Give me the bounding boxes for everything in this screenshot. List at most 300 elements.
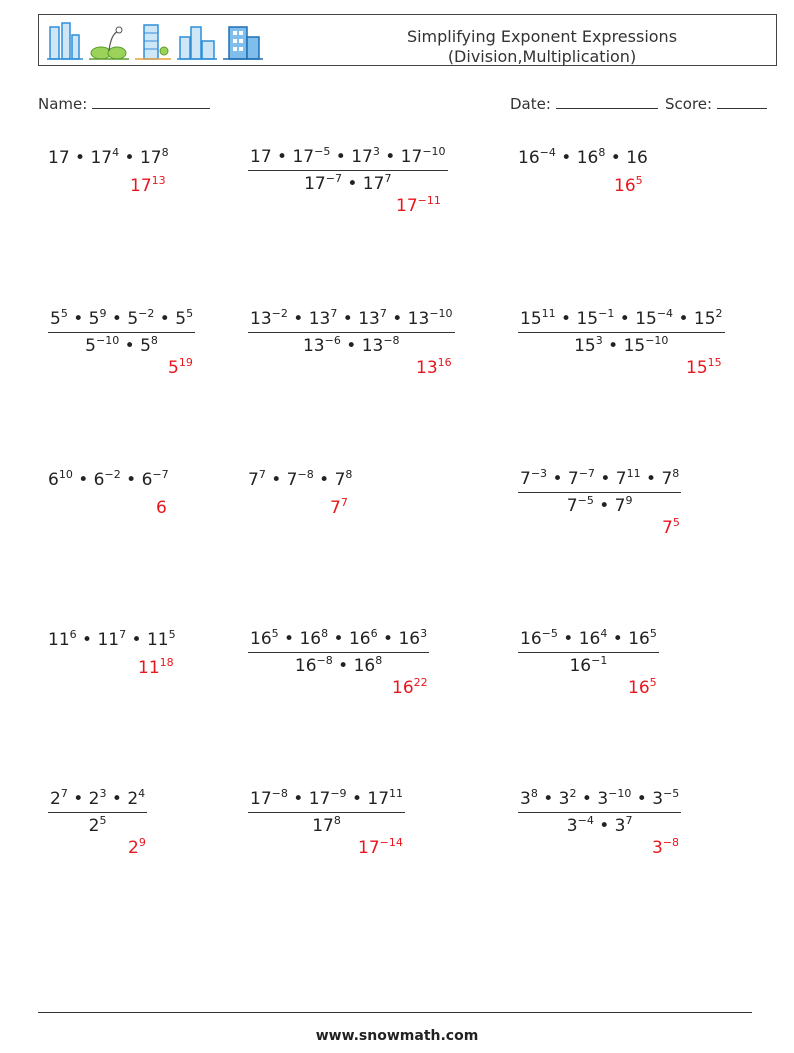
- exponent: 5: [168, 628, 176, 641]
- power-term: [168, 358, 193, 378]
- product: [518, 148, 648, 168]
- exponent: −14: [379, 836, 403, 849]
- power-term: [354, 656, 383, 676]
- exponent: 9: [99, 307, 107, 320]
- product: [250, 309, 453, 329]
- base: 7: [330, 498, 341, 518]
- answer: [686, 358, 722, 378]
- power-term: [624, 336, 669, 356]
- times-dot: •: [605, 148, 627, 168]
- problem: [518, 628, 659, 677]
- base: 17: [250, 147, 272, 167]
- power-term: [48, 630, 77, 650]
- exponent: 9: [138, 836, 146, 849]
- product: [48, 470, 169, 490]
- times-dot: •: [607, 629, 629, 649]
- power-term: [287, 470, 314, 490]
- power-term: [147, 630, 176, 650]
- product: [312, 816, 341, 836]
- times-dot: •: [287, 789, 309, 809]
- answer: [156, 498, 167, 518]
- exponent: −10: [645, 334, 669, 347]
- times-dot: •: [379, 147, 401, 167]
- numerator: [518, 308, 725, 333]
- times-dot: •: [555, 309, 577, 329]
- times-dot: •: [547, 469, 568, 489]
- power-term: [616, 469, 641, 489]
- name-blank[interactable]: [92, 94, 210, 109]
- skyscraper-icon: [47, 21, 83, 61]
- times-dot: •: [126, 630, 147, 650]
- base: 17: [308, 789, 331, 809]
- base: 13: [302, 336, 325, 356]
- base: 17: [130, 176, 152, 196]
- power-term: [615, 816, 633, 836]
- times-dot: •: [76, 630, 98, 650]
- times-dot: •: [537, 789, 559, 809]
- denominator: [518, 813, 681, 837]
- exponent: 5: [672, 516, 680, 529]
- exponent: 7: [60, 787, 68, 800]
- power-term: [138, 658, 174, 678]
- exponent: 18: [159, 656, 174, 669]
- name-field[interactable]: [38, 94, 210, 113]
- answer: [130, 176, 166, 196]
- base: 11: [97, 630, 120, 650]
- times-dot: •: [106, 309, 128, 329]
- power-term: [628, 678, 657, 698]
- answer: [392, 678, 428, 698]
- power-term: [292, 147, 330, 167]
- base: 17: [362, 174, 385, 194]
- times-dot: •: [119, 148, 140, 168]
- power-term: [309, 789, 347, 809]
- power-term: [559, 789, 577, 809]
- exponent: 7: [119, 628, 127, 641]
- exponent: −4: [539, 146, 556, 159]
- product: [50, 789, 145, 809]
- exponent: 7: [258, 468, 266, 481]
- exponent: −5: [314, 145, 331, 158]
- power-term: [140, 148, 169, 168]
- fraction: [518, 788, 681, 837]
- base: 2: [128, 838, 139, 858]
- power-term: [569, 656, 607, 676]
- base: 3: [520, 789, 531, 809]
- power-term: [694, 309, 723, 329]
- numerator: [248, 628, 429, 653]
- base: 5: [140, 336, 151, 356]
- exponent: 5: [649, 627, 657, 640]
- base: 11: [138, 658, 160, 678]
- times-dot: •: [602, 336, 624, 356]
- base: 6: [156, 498, 167, 518]
- power-term: [392, 678, 428, 698]
- base: 7: [614, 496, 626, 516]
- exponent: 8: [672, 467, 680, 480]
- base: 15: [574, 336, 596, 356]
- exponent: 5: [186, 307, 194, 320]
- power-term: [89, 309, 107, 329]
- times-dot: •: [593, 816, 615, 836]
- base: 16: [520, 629, 542, 649]
- denominator: [48, 333, 195, 357]
- problem: [518, 468, 681, 517]
- times-dot: •: [386, 309, 408, 329]
- base: 7: [520, 469, 531, 489]
- product: [50, 309, 193, 329]
- power-term: [48, 148, 70, 168]
- base: 7: [615, 469, 627, 489]
- times-dot: •: [594, 469, 616, 489]
- exponent: −2: [271, 307, 288, 320]
- date-blank[interactable]: [556, 94, 658, 109]
- power-term: [408, 309, 453, 329]
- power-term: [295, 656, 333, 676]
- times-dot: •: [278, 629, 300, 649]
- exponent: −6: [324, 334, 341, 347]
- base: 15: [693, 309, 716, 329]
- exponent: −2: [138, 307, 155, 320]
- power-term: [127, 309, 154, 329]
- product: [89, 816, 107, 836]
- answer: [628, 678, 657, 698]
- exponent: 3: [372, 145, 380, 158]
- base: 3: [558, 789, 570, 809]
- exponent: 7: [330, 307, 338, 320]
- base: 17: [358, 838, 380, 858]
- exponent: 7: [625, 814, 633, 827]
- fraction: [48, 788, 147, 837]
- exponent: −7: [152, 468, 169, 481]
- base: 16: [250, 629, 272, 649]
- power-term: [156, 498, 167, 518]
- score-field[interactable]: [665, 94, 767, 113]
- base: 13: [358, 309, 380, 329]
- times-dot: •: [120, 470, 142, 490]
- fraction: [248, 146, 448, 195]
- numerator: [518, 468, 681, 493]
- product: [250, 789, 403, 809]
- base: 3: [652, 789, 664, 809]
- power-term: [94, 470, 121, 490]
- problem: [248, 146, 448, 195]
- base: 17: [90, 148, 113, 168]
- exponent: 4: [600, 627, 608, 640]
- footer-divider: [38, 1012, 752, 1013]
- base: 7: [566, 496, 578, 516]
- exponent: −7: [325, 172, 342, 185]
- base: 3: [597, 789, 609, 809]
- answer: [662, 518, 680, 538]
- exponent: −10: [429, 307, 453, 320]
- answer: [358, 838, 403, 858]
- exponent: −7: [578, 467, 595, 480]
- base: 17: [367, 789, 390, 809]
- fraction: [518, 628, 659, 677]
- problem: [48, 308, 195, 357]
- exponent: 8: [161, 146, 169, 159]
- exponent: −9: [330, 787, 347, 800]
- product: [567, 816, 633, 836]
- power-term: [89, 789, 107, 809]
- base: 17: [48, 148, 70, 168]
- times-dot: •: [640, 469, 662, 489]
- base: 2: [88, 789, 100, 809]
- base: 11: [146, 630, 169, 650]
- power-term: [628, 629, 657, 649]
- base: 16: [294, 656, 317, 676]
- base: 13: [361, 336, 384, 356]
- power-term: [250, 147, 272, 167]
- base: 2: [127, 789, 139, 809]
- power-term: [577, 148, 606, 168]
- power-term: [130, 176, 166, 196]
- base: 16: [392, 678, 414, 698]
- base: 17: [292, 147, 315, 167]
- times-dot: •: [631, 789, 653, 809]
- fraction: [518, 308, 725, 357]
- base: 15: [635, 309, 657, 329]
- exponent: 7: [379, 307, 387, 320]
- product: [520, 309, 723, 329]
- times-dot: •: [67, 309, 89, 329]
- times-dot: •: [119, 336, 141, 356]
- base: 7: [334, 470, 346, 490]
- times-dot: •: [154, 309, 176, 329]
- base: 16: [353, 656, 376, 676]
- power-term: [330, 498, 348, 518]
- base: 16: [628, 629, 650, 649]
- denominator: [518, 493, 681, 517]
- power-term: [90, 148, 119, 168]
- denominator: [248, 171, 448, 195]
- score-blank[interactable]: [717, 94, 767, 109]
- power-term: [686, 358, 722, 378]
- exponent: 4: [138, 787, 146, 800]
- denominator: [248, 653, 429, 677]
- times-dot: •: [313, 470, 335, 490]
- power-term: [50, 789, 68, 809]
- exponent: −8: [662, 836, 680, 849]
- times-dot: •: [346, 789, 368, 809]
- exponent: 5: [271, 627, 279, 640]
- base: 17: [400, 147, 423, 167]
- exponent: 6: [69, 628, 77, 641]
- base: 13: [407, 309, 430, 329]
- exponent: 3: [595, 334, 603, 347]
- exponent: 22: [413, 676, 428, 689]
- exponent: 5: [649, 676, 657, 689]
- exponent: −10: [96, 334, 120, 347]
- base: 16: [348, 629, 371, 649]
- power-term: [520, 789, 538, 809]
- denominator: [518, 653, 659, 677]
- power-term: [576, 309, 614, 329]
- product: [250, 629, 427, 649]
- answer: [416, 358, 452, 378]
- power-term: [635, 309, 673, 329]
- power-term: [48, 470, 73, 490]
- power-term: [358, 838, 403, 858]
- answer: [330, 498, 348, 518]
- exponent: −1: [598, 307, 615, 320]
- power-term: [304, 174, 342, 194]
- exponent: 13: [151, 174, 166, 187]
- power-term: [518, 148, 556, 168]
- exponent: −8: [297, 468, 314, 481]
- power-term: [250, 629, 279, 649]
- base: 15: [623, 336, 646, 356]
- power-term: [416, 358, 452, 378]
- power-term: [85, 336, 119, 356]
- power-term: [175, 309, 193, 329]
- base: 11: [48, 630, 70, 650]
- power-term: [579, 629, 608, 649]
- power-term: [127, 789, 145, 809]
- power-term: [615, 496, 633, 516]
- base: 5: [85, 336, 96, 356]
- base: 17: [351, 147, 373, 167]
- worksheet-title: [362, 27, 722, 67]
- power-term: [567, 496, 594, 516]
- numerator: [248, 146, 448, 171]
- product: [567, 496, 633, 516]
- exponent: 7: [340, 496, 348, 509]
- denominator: [48, 813, 147, 837]
- exponent: 15: [707, 356, 722, 369]
- exponent: 16: [437, 356, 452, 369]
- times-dot: •: [265, 470, 287, 490]
- base: 16: [398, 629, 421, 649]
- times-dot: •: [377, 629, 399, 649]
- exponent: 5: [60, 307, 68, 320]
- power-term: [250, 789, 288, 809]
- times-dot: •: [593, 496, 615, 516]
- exponent: −10: [608, 787, 632, 800]
- numerator: [248, 308, 455, 333]
- problem: [518, 146, 648, 170]
- power-term: [142, 470, 169, 490]
- exponent: 5: [99, 814, 107, 827]
- numerator: [48, 788, 147, 813]
- product: [569, 656, 607, 676]
- base: 3: [652, 838, 663, 858]
- power-term: [398, 629, 427, 649]
- base: 17: [139, 148, 162, 168]
- exponent: −8: [383, 334, 400, 347]
- base: 16: [299, 629, 322, 649]
- times-dot: •: [576, 789, 598, 809]
- exponent: −8: [316, 654, 333, 667]
- product: [520, 469, 679, 489]
- times-dot: •: [69, 148, 91, 168]
- power-term: [89, 816, 107, 836]
- base: 7: [248, 470, 259, 490]
- denominator: [518, 333, 725, 357]
- base: 16: [628, 678, 650, 698]
- base: 17: [396, 196, 418, 216]
- power-term: [520, 309, 556, 329]
- exponent: 11: [541, 307, 556, 320]
- product: [520, 629, 657, 649]
- times-dot: •: [328, 629, 349, 649]
- fraction: [48, 308, 195, 357]
- times-dot: •: [72, 470, 94, 490]
- times-dot: •: [340, 336, 362, 356]
- times-dot: •: [557, 629, 579, 649]
- exponent: 8: [375, 654, 383, 667]
- answer: [396, 196, 441, 216]
- problem: [48, 468, 169, 492]
- base: 2: [88, 816, 100, 836]
- power-term: [597, 789, 631, 809]
- power-term: [401, 147, 446, 167]
- exponent: 11: [389, 787, 404, 800]
- exponent: 19: [178, 356, 193, 369]
- times-dot: •: [106, 789, 128, 809]
- base: 7: [661, 469, 673, 489]
- base: 15: [686, 358, 708, 378]
- exponent: 9: [625, 494, 633, 507]
- base: 2: [50, 789, 61, 809]
- base: 16: [569, 656, 592, 676]
- times-dot: •: [330, 147, 352, 167]
- times-dot: •: [271, 147, 293, 167]
- product: [520, 789, 679, 809]
- product: [303, 336, 400, 356]
- power-term: [652, 789, 679, 809]
- exponent: 3: [420, 627, 428, 640]
- power-term: [97, 630, 126, 650]
- fraction: [248, 628, 429, 677]
- problem: [518, 788, 681, 837]
- score-label: Score:: [665, 95, 713, 113]
- base: 3: [566, 816, 578, 836]
- park-icon: [89, 21, 129, 61]
- power-term: [520, 629, 558, 649]
- power-term: [568, 469, 595, 489]
- footer-site: www.snowmath.com: [315, 1028, 479, 1044]
- city-block-icon: [177, 21, 217, 61]
- exponent: −1: [591, 654, 608, 667]
- date-field[interactable]: [510, 94, 658, 113]
- answer: [652, 838, 679, 858]
- base: 5: [168, 358, 179, 378]
- base: 6: [93, 470, 105, 490]
- exponent: 2: [569, 787, 577, 800]
- product: [48, 630, 176, 650]
- power-term: [396, 196, 441, 216]
- product: [48, 148, 169, 168]
- times-dot: •: [341, 174, 363, 194]
- base: 16: [626, 148, 648, 168]
- problem: [518, 308, 725, 357]
- power-term: [303, 336, 341, 356]
- times-dot: •: [614, 309, 636, 329]
- power-term: [248, 470, 266, 490]
- times-dot: •: [337, 309, 359, 329]
- exponent: −5: [577, 494, 594, 507]
- base: 16: [518, 148, 540, 168]
- power-term: [351, 147, 380, 167]
- power-term: [309, 309, 338, 329]
- problem: [48, 628, 176, 652]
- power-term: [367, 789, 403, 809]
- product: [295, 656, 382, 676]
- answer: [138, 658, 174, 678]
- date-label: Date:: [510, 95, 551, 113]
